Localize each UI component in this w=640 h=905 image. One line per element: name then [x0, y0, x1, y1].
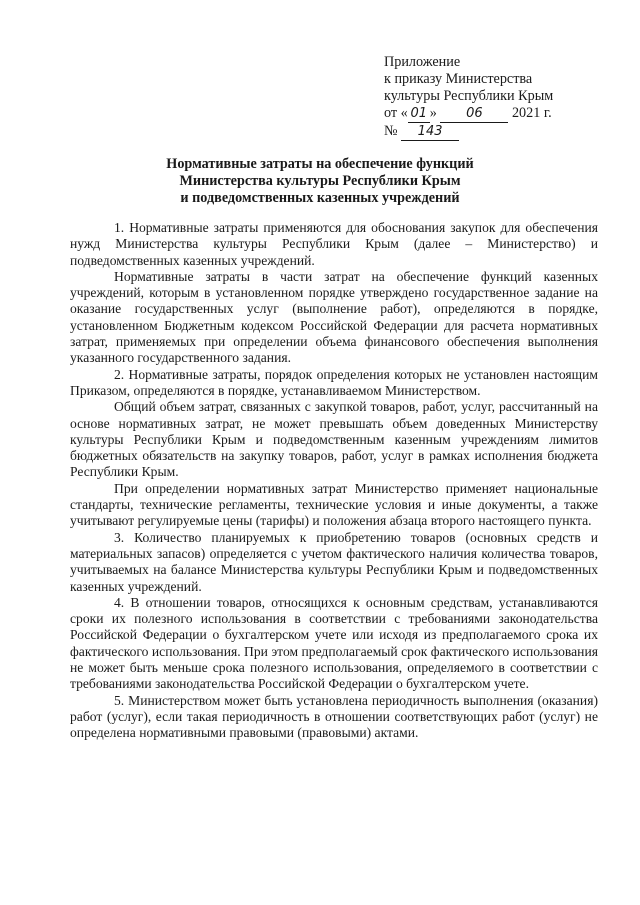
title-line-3: и подведомственных казенных учреждений	[180, 190, 460, 206]
paragraph-1: 1. Нормативные затраты применяются для обоснования закупок для обеспечения нужд Министерства культуры Республики Крым (далее – Министерство) и подведомственных казенных учреждений.	[70, 220, 598, 268]
date-prefix: от «	[384, 105, 408, 121]
appendix-line-1: Приложение	[384, 54, 461, 70]
paragraph-8: 5. Министерством может быть установлена периодичность выполнения (оказания) работ (услуг), если такая периодичность в отношении соответствующих работ (услуг) не определена нормативными правовыми (правовыми) актами.	[70, 692, 598, 741]
appendix-line-3: культуры Республики Крым	[384, 88, 554, 104]
paragraph-7: 4. В отношении товаров, относящихся к основным средствам, устанавливаются сроки их полезного использования в соответствии с требованиями законодательства Российской Федерации о бухгалтерском учете или исходя из предполагаемого срока их фактического использования. При этом предполагаемый срок фактического использования не может быть меньше срока полезного использования, определяемого в соответствии с требованиями законодательства Российской Федерации о бухгалтерском учете.	[70, 594, 598, 692]
date-mid: »	[429, 105, 437, 121]
document-title	[60, 156, 580, 207]
paragraph-2: Нормативные затраты в части затрат на обеспечение функций казенных учреждений, которым в установленном порядке утверждено государственное задание на оказание государственных услуг (выполнение работ), определяются в порядке, установленном Бюджетным кодексом Российской Федерации для расчета нормативных затрат, применяемых при определении объема финансового обеспечения выполнения указанного государственного задания.	[70, 268, 598, 366]
date-year: 2021 г.	[511, 105, 552, 121]
document-body	[70, 220, 598, 742]
title-line-1: Нормативные затраты на обеспечение функций	[166, 156, 474, 172]
appendix-line-2: к приказу Министерства	[384, 71, 533, 87]
paragraph-5: При определении нормативных затрат Министерство применяет национальные стандарты, технические регламенты, технические условия и иные документы, а также учитывают регулируемые цены (тарифы) и положения абзаца второго настоящего пункта.	[70, 480, 598, 529]
title-line-2: Министерства культуры Республики Крым	[179, 173, 461, 189]
appendix-number-line	[384, 123, 604, 141]
paragraph-6: 3. Количество планируемых к приобретению товаров (основных средств и материальных запасов) определяется с учетом фактического наличия количества товаров, учитываемых на балансе Министерства культуры Республики Крым и подведомственных казенных учреждений.	[70, 529, 598, 594]
handwritten-month: 06	[440, 107, 508, 123]
appendix-date-line	[384, 105, 604, 123]
paragraph-3: 2. Нормативные затраты, порядок определения которых не установлен настоящим Приказом, определяются в порядке, устанавливаемом Министерством.	[70, 366, 598, 398]
handwritten-number: 143	[401, 125, 459, 141]
handwritten-day: 01	[408, 107, 430, 123]
appendix-block	[384, 54, 604, 141]
paragraph-4: Общий объем затрат, связанных с закупкой товаров, работ, услуг, рассчитанный на основе нормативных затрат, не может превышать объем доведенных Министерству культуры Республики Крым и подведомственным казенным учреждениям лимитов бюджетных обязательств на закупку товаров, работ, услуг в рамках исполнения бюджета Республики Крым.	[70, 399, 598, 480]
number-prefix: №	[384, 123, 398, 139]
